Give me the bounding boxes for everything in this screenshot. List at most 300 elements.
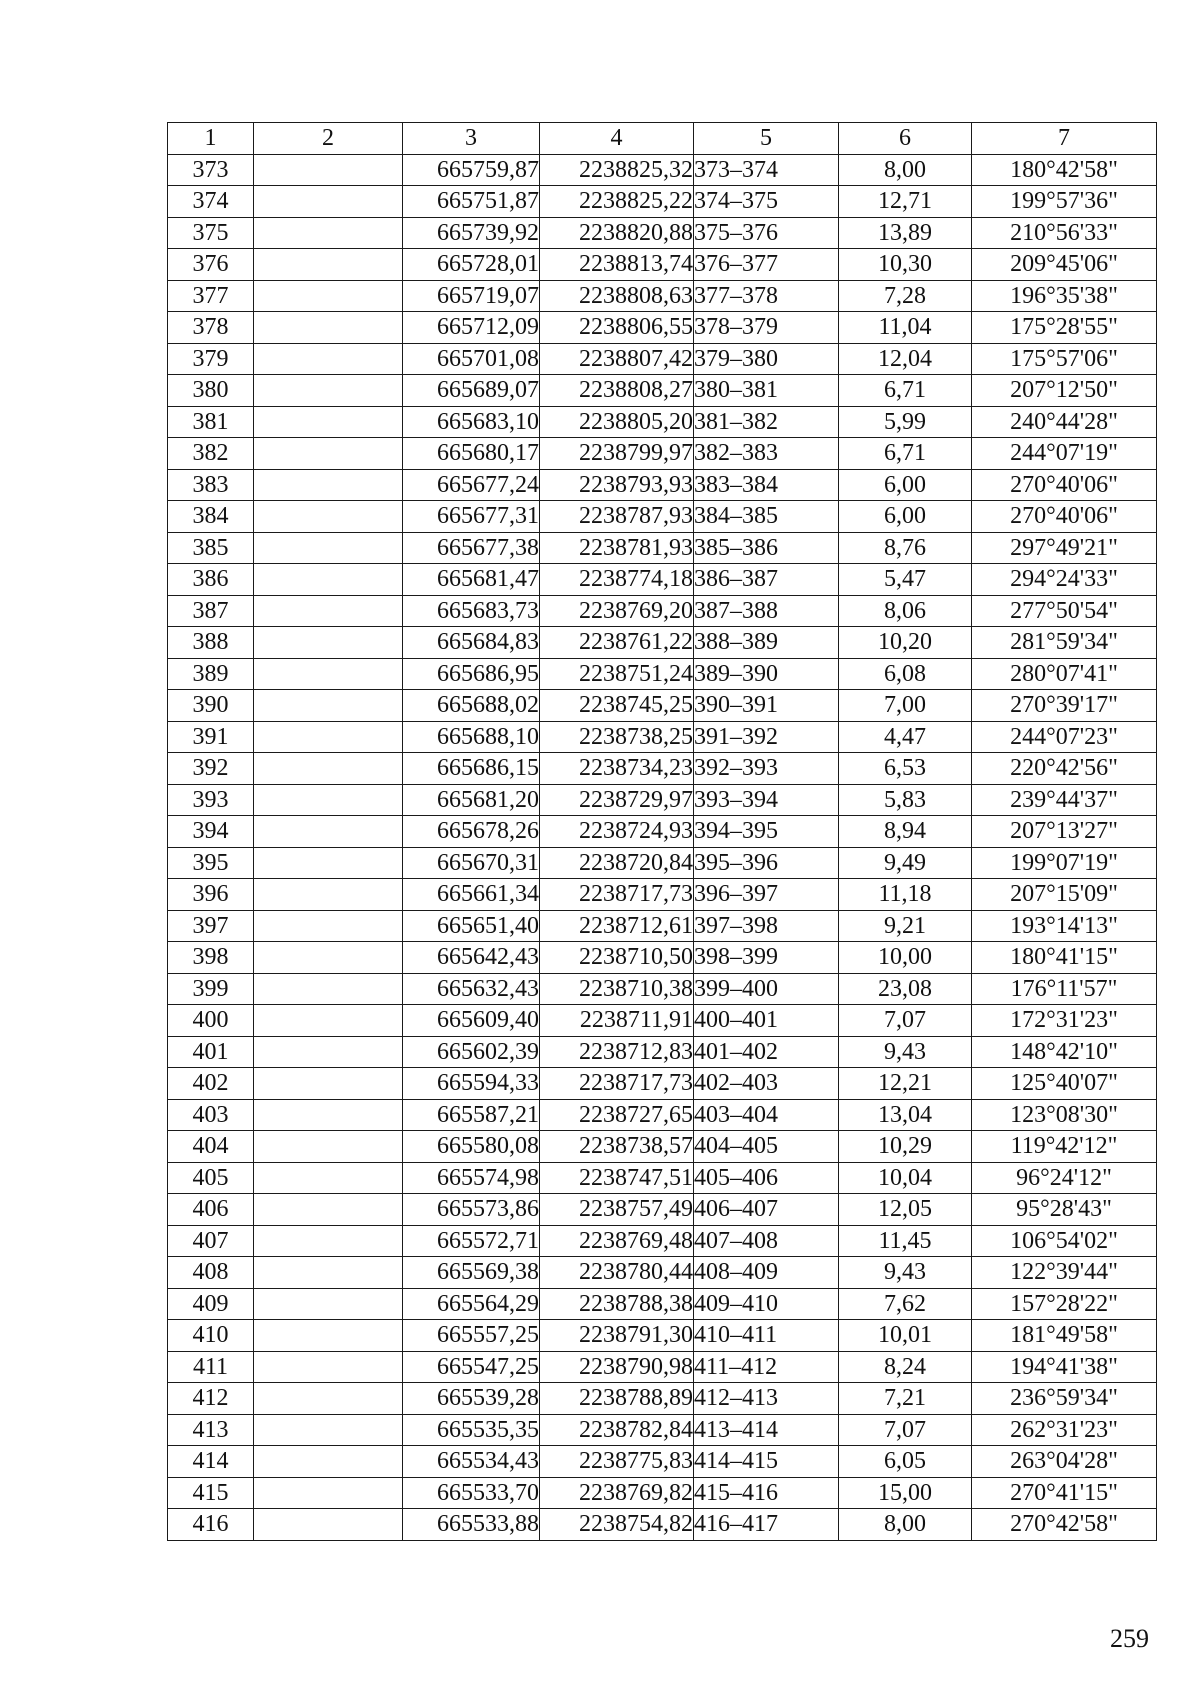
distance-cell: 10,01 — [839, 1320, 972, 1352]
column-2-cell — [254, 973, 403, 1005]
y-coordinate-cell: 2238774,18 — [540, 564, 694, 596]
point-number-cell: 381 — [168, 406, 254, 438]
y-coordinate-cell: 2238808,27 — [540, 375, 694, 407]
table-row — [168, 1225, 1157, 1257]
column-2-cell — [254, 312, 403, 344]
point-number-cell: 399 — [168, 973, 254, 1005]
point-number-cell: 405 — [168, 1162, 254, 1194]
distance-cell: 12,05 — [839, 1194, 972, 1226]
table-row — [168, 816, 1157, 848]
point-number-cell: 387 — [168, 595, 254, 627]
distance-cell: 4,47 — [839, 721, 972, 753]
table-row — [168, 154, 1157, 186]
x-coordinate-cell: 665686,95 — [403, 658, 540, 690]
bearing-cell: 280°07'41" — [972, 658, 1157, 690]
x-coordinate-cell: 665602,39 — [403, 1036, 540, 1068]
table-row — [168, 627, 1157, 659]
bearing-cell: 210°56'33" — [972, 217, 1157, 249]
point-number-cell: 410 — [168, 1320, 254, 1352]
y-coordinate-cell: 2238757,49 — [540, 1194, 694, 1226]
x-coordinate-cell: 665573,86 — [403, 1194, 540, 1226]
x-coordinate-cell: 665701,08 — [403, 343, 540, 375]
segment-cell: 380–381 — [694, 375, 839, 407]
column-2-cell — [254, 690, 403, 722]
point-number-cell: 412 — [168, 1383, 254, 1415]
point-number-cell: 384 — [168, 501, 254, 533]
column-2-cell — [254, 217, 403, 249]
x-coordinate-cell: 665681,20 — [403, 784, 540, 816]
bearing-cell: 270°42'58" — [972, 1509, 1157, 1541]
distance-cell: 10,04 — [839, 1162, 972, 1194]
table-row — [168, 186, 1157, 218]
bearing-cell: 236°59'34" — [972, 1383, 1157, 1415]
segment-cell: 375–376 — [694, 217, 839, 249]
y-coordinate-cell: 2238825,32 — [540, 154, 694, 186]
column-2-cell — [254, 1351, 403, 1383]
table-row — [168, 1509, 1157, 1541]
point-number-cell: 379 — [168, 343, 254, 375]
segment-cell: 385–386 — [694, 532, 839, 564]
distance-cell: 5,47 — [839, 564, 972, 596]
table-row — [168, 1477, 1157, 1509]
bearing-cell: 193°14'13" — [972, 910, 1157, 942]
point-number-cell: 398 — [168, 942, 254, 974]
x-coordinate-cell: 665574,98 — [403, 1162, 540, 1194]
distance-cell: 7,07 — [839, 1414, 972, 1446]
bearing-cell: 122°39'44" — [972, 1257, 1157, 1289]
segment-cell: 386–387 — [694, 564, 839, 596]
table-row — [168, 1162, 1157, 1194]
point-number-cell: 415 — [168, 1477, 254, 1509]
segment-cell: 398–399 — [694, 942, 839, 974]
table-row — [168, 1320, 1157, 1352]
x-coordinate-cell: 665661,34 — [403, 879, 540, 911]
point-number-cell: 385 — [168, 532, 254, 564]
point-number-cell: 396 — [168, 879, 254, 911]
point-number-cell: 389 — [168, 658, 254, 690]
distance-cell: 9,21 — [839, 910, 972, 942]
bearing-cell: 176°11'57" — [972, 973, 1157, 1005]
x-coordinate-cell: 665677,24 — [403, 469, 540, 501]
segment-cell: 389–390 — [694, 658, 839, 690]
table-row — [168, 690, 1157, 722]
x-coordinate-cell: 665569,38 — [403, 1257, 540, 1289]
column-2-cell — [254, 1005, 403, 1037]
bearing-cell: 270°41'15" — [972, 1477, 1157, 1509]
point-number-cell: 376 — [168, 249, 254, 281]
y-coordinate-cell: 2238781,93 — [540, 532, 694, 564]
x-coordinate-cell: 665572,71 — [403, 1225, 540, 1257]
point-number-cell: 373 — [168, 154, 254, 186]
bearing-cell: 207°12'50" — [972, 375, 1157, 407]
y-coordinate-cell: 2238788,89 — [540, 1383, 694, 1415]
y-coordinate-cell: 2238720,84 — [540, 847, 694, 879]
distance-cell: 12,71 — [839, 186, 972, 218]
distance-cell: 6,08 — [839, 658, 972, 690]
x-coordinate-cell: 665677,38 — [403, 532, 540, 564]
column-2-cell — [254, 784, 403, 816]
x-coordinate-cell: 665680,17 — [403, 438, 540, 470]
x-coordinate-cell: 665539,28 — [403, 1383, 540, 1415]
bearing-cell: 270°39'17" — [972, 690, 1157, 722]
table-row — [168, 564, 1157, 596]
distance-cell: 11,18 — [839, 879, 972, 911]
column-2-cell — [254, 753, 403, 785]
table-row — [168, 1383, 1157, 1415]
bearing-cell: 207°13'27" — [972, 816, 1157, 848]
column-2-cell — [254, 847, 403, 879]
segment-cell: 401–402 — [694, 1036, 839, 1068]
bearing-cell: 239°44'37" — [972, 784, 1157, 816]
y-coordinate-cell: 2238734,23 — [540, 753, 694, 785]
segment-cell: 384–385 — [694, 501, 839, 533]
page-number: 259 — [1110, 1624, 1149, 1653]
table-row — [168, 501, 1157, 533]
column-2-cell — [254, 1477, 403, 1509]
segment-cell: 407–408 — [694, 1225, 839, 1257]
y-coordinate-cell: 2238807,42 — [540, 343, 694, 375]
column-2-cell — [254, 375, 403, 407]
distance-cell: 15,00 — [839, 1477, 972, 1509]
x-coordinate-cell: 665739,92 — [403, 217, 540, 249]
point-number-cell: 416 — [168, 1509, 254, 1541]
bearing-cell: 175°57'06" — [972, 343, 1157, 375]
table-row — [168, 973, 1157, 1005]
point-number-cell: 380 — [168, 375, 254, 407]
x-coordinate-cell: 665670,31 — [403, 847, 540, 879]
point-number-cell: 402 — [168, 1068, 254, 1100]
bearing-cell: 199°57'36" — [972, 186, 1157, 218]
x-coordinate-cell: 665533,88 — [403, 1509, 540, 1541]
column-2-cell — [254, 1194, 403, 1226]
distance-cell: 8,00 — [839, 1509, 972, 1541]
distance-cell: 13,04 — [839, 1099, 972, 1131]
segment-cell: 410–411 — [694, 1320, 839, 1352]
x-coordinate-cell: 665683,10 — [403, 406, 540, 438]
bearing-cell: 148°42'10" — [972, 1036, 1157, 1068]
segment-cell: 381–382 — [694, 406, 839, 438]
column-2-cell — [254, 1446, 403, 1478]
point-number-cell: 393 — [168, 784, 254, 816]
y-coordinate-cell: 2238799,97 — [540, 438, 694, 470]
bearing-cell: 270°40'06" — [972, 501, 1157, 533]
distance-cell: 10,30 — [839, 249, 972, 281]
y-coordinate-cell: 2238710,38 — [540, 973, 694, 1005]
bearing-cell: 281°59'34" — [972, 627, 1157, 659]
point-number-cell: 414 — [168, 1446, 254, 1478]
segment-cell: 388–389 — [694, 627, 839, 659]
distance-cell: 6,05 — [839, 1446, 972, 1478]
column-2-cell — [254, 469, 403, 501]
column-2-cell — [254, 1509, 403, 1541]
segment-cell: 411–412 — [694, 1351, 839, 1383]
x-coordinate-cell: 665534,43 — [403, 1446, 540, 1478]
x-coordinate-cell: 665712,09 — [403, 312, 540, 344]
table-row — [168, 879, 1157, 911]
column-2-cell — [254, 186, 403, 218]
segment-cell: 399–400 — [694, 973, 839, 1005]
segment-cell: 382–383 — [694, 438, 839, 470]
point-number-cell: 413 — [168, 1414, 254, 1446]
table-row — [168, 1068, 1157, 1100]
table-row — [168, 1446, 1157, 1478]
column-2-cell — [254, 595, 403, 627]
table-row — [168, 721, 1157, 753]
distance-cell: 13,89 — [839, 217, 972, 249]
column-header-5: 5 — [694, 123, 839, 155]
point-number-cell: 382 — [168, 438, 254, 470]
segment-cell: 408–409 — [694, 1257, 839, 1289]
bearing-cell: 294°24'33" — [972, 564, 1157, 596]
y-coordinate-cell: 2238717,73 — [540, 1068, 694, 1100]
y-coordinate-cell: 2238782,84 — [540, 1414, 694, 1446]
y-coordinate-cell: 2238745,25 — [540, 690, 694, 722]
distance-cell: 5,99 — [839, 406, 972, 438]
table-row — [168, 438, 1157, 470]
bearing-cell: 96°24'12" — [972, 1162, 1157, 1194]
point-number-cell: 388 — [168, 627, 254, 659]
x-coordinate-cell: 665681,47 — [403, 564, 540, 596]
distance-cell: 11,45 — [839, 1225, 972, 1257]
x-coordinate-cell: 665759,87 — [403, 154, 540, 186]
bearing-cell: 95°28'43" — [972, 1194, 1157, 1226]
point-number-cell: 400 — [168, 1005, 254, 1037]
point-number-cell: 394 — [168, 816, 254, 848]
column-2-cell — [254, 816, 403, 848]
y-coordinate-cell: 2238787,93 — [540, 501, 694, 533]
table-row — [168, 217, 1157, 249]
segment-cell: 392–393 — [694, 753, 839, 785]
distance-cell: 9,43 — [839, 1257, 972, 1289]
distance-cell: 23,08 — [839, 973, 972, 1005]
point-number-cell: 395 — [168, 847, 254, 879]
table-row — [168, 1257, 1157, 1289]
point-number-cell: 375 — [168, 217, 254, 249]
segment-cell: 403–404 — [694, 1099, 839, 1131]
distance-cell: 7,00 — [839, 690, 972, 722]
y-coordinate-cell: 2238751,24 — [540, 658, 694, 690]
y-coordinate-cell: 2238820,88 — [540, 217, 694, 249]
x-coordinate-cell: 665719,07 — [403, 280, 540, 312]
x-coordinate-cell: 665683,73 — [403, 595, 540, 627]
table-row — [168, 1099, 1157, 1131]
y-coordinate-cell: 2238813,74 — [540, 249, 694, 281]
point-number-cell: 411 — [168, 1351, 254, 1383]
column-2-cell — [254, 280, 403, 312]
x-coordinate-cell: 665688,10 — [403, 721, 540, 753]
distance-cell: 7,07 — [839, 1005, 972, 1037]
point-number-cell: 406 — [168, 1194, 254, 1226]
segment-cell: 409–410 — [694, 1288, 839, 1320]
segment-cell: 391–392 — [694, 721, 839, 753]
distance-cell: 10,00 — [839, 942, 972, 974]
bearing-cell: 244°07'23" — [972, 721, 1157, 753]
distance-cell: 6,71 — [839, 375, 972, 407]
y-coordinate-cell: 2238806,55 — [540, 312, 694, 344]
segment-cell: 404–405 — [694, 1131, 839, 1163]
column-2-cell — [254, 1257, 403, 1289]
bearing-cell: 263°04'28" — [972, 1446, 1157, 1478]
column-2-cell — [254, 249, 403, 281]
bearing-cell: 196°35'38" — [972, 280, 1157, 312]
y-coordinate-cell: 2238738,25 — [540, 721, 694, 753]
column-2-cell — [254, 1036, 403, 1068]
point-number-cell: 391 — [168, 721, 254, 753]
column-2-cell — [254, 1383, 403, 1415]
table-row — [168, 343, 1157, 375]
segment-cell: 413–414 — [694, 1414, 839, 1446]
x-coordinate-cell: 665688,02 — [403, 690, 540, 722]
bearing-cell: 175°28'55" — [972, 312, 1157, 344]
bearing-cell: 157°28'22" — [972, 1288, 1157, 1320]
table-row — [168, 1036, 1157, 1068]
bearing-cell: 194°41'38" — [972, 1351, 1157, 1383]
bearing-cell: 277°50'54" — [972, 595, 1157, 627]
y-coordinate-cell: 2238724,93 — [540, 816, 694, 848]
y-coordinate-cell: 2238790,98 — [540, 1351, 694, 1383]
column-header-2: 2 — [254, 123, 403, 155]
segment-cell: 393–394 — [694, 784, 839, 816]
y-coordinate-cell: 2238805,20 — [540, 406, 694, 438]
bearing-cell: 220°42'56" — [972, 753, 1157, 785]
table-row — [168, 532, 1157, 564]
point-number-cell: 378 — [168, 312, 254, 344]
point-number-cell: 386 — [168, 564, 254, 596]
distance-cell: 7,62 — [839, 1288, 972, 1320]
point-number-cell: 409 — [168, 1288, 254, 1320]
y-coordinate-cell: 2238808,63 — [540, 280, 694, 312]
distance-cell: 11,04 — [839, 312, 972, 344]
segment-cell: 377–378 — [694, 280, 839, 312]
bearing-cell: 172°31'23" — [972, 1005, 1157, 1037]
distance-cell: 5,83 — [839, 784, 972, 816]
table-row — [168, 1131, 1157, 1163]
column-2-cell — [254, 501, 403, 533]
distance-cell: 6,00 — [839, 469, 972, 501]
bearing-cell: 181°49'58" — [972, 1320, 1157, 1352]
table-body — [168, 154, 1157, 1540]
point-number-cell: 403 — [168, 1099, 254, 1131]
point-number-cell: 407 — [168, 1225, 254, 1257]
distance-cell: 6,53 — [839, 753, 972, 785]
distance-cell: 8,24 — [839, 1351, 972, 1383]
table-row — [168, 1005, 1157, 1037]
column-header-1: 1 — [168, 123, 254, 155]
column-2-cell — [254, 1225, 403, 1257]
x-coordinate-cell: 665587,21 — [403, 1099, 540, 1131]
column-2-cell — [254, 879, 403, 911]
segment-cell: 394–395 — [694, 816, 839, 848]
column-2-cell — [254, 406, 403, 438]
segment-cell: 373–374 — [694, 154, 839, 186]
x-coordinate-cell: 665642,43 — [403, 942, 540, 974]
x-coordinate-cell: 665594,33 — [403, 1068, 540, 1100]
y-coordinate-cell: 2238712,61 — [540, 910, 694, 942]
segment-cell: 414–415 — [694, 1446, 839, 1478]
x-coordinate-cell: 665580,08 — [403, 1131, 540, 1163]
column-header-7: 7 — [972, 123, 1157, 155]
x-coordinate-cell: 665728,01 — [403, 249, 540, 281]
y-coordinate-cell: 2238754,82 — [540, 1509, 694, 1541]
segment-cell: 390–391 — [694, 690, 839, 722]
column-2-cell — [254, 1131, 403, 1163]
segment-cell: 383–384 — [694, 469, 839, 501]
segment-cell: 374–375 — [694, 186, 839, 218]
y-coordinate-cell: 2238791,30 — [540, 1320, 694, 1352]
segment-cell: 396–397 — [694, 879, 839, 911]
column-2-cell — [254, 658, 403, 690]
distance-cell: 8,76 — [839, 532, 972, 564]
point-number-cell: 392 — [168, 753, 254, 785]
segment-cell: 406–407 — [694, 1194, 839, 1226]
x-coordinate-cell: 665533,70 — [403, 1477, 540, 1509]
bearing-cell: 209°45'06" — [972, 249, 1157, 281]
y-coordinate-cell: 2238712,83 — [540, 1036, 694, 1068]
bearing-cell: 207°15'09" — [972, 879, 1157, 911]
y-coordinate-cell: 2238769,82 — [540, 1477, 694, 1509]
table-row — [168, 469, 1157, 501]
column-header-4: 4 — [540, 123, 694, 155]
point-number-cell: 383 — [168, 469, 254, 501]
point-number-cell: 390 — [168, 690, 254, 722]
point-number-cell: 408 — [168, 1257, 254, 1289]
table-row — [168, 375, 1157, 407]
bearing-cell: 123°08'30" — [972, 1099, 1157, 1131]
segment-cell: 402–403 — [694, 1068, 839, 1100]
segment-cell: 400–401 — [694, 1005, 839, 1037]
table-row — [168, 753, 1157, 785]
distance-cell: 12,21 — [839, 1068, 972, 1100]
column-2-cell — [254, 1068, 403, 1100]
x-coordinate-cell: 665689,07 — [403, 375, 540, 407]
y-coordinate-cell: 2238780,44 — [540, 1257, 694, 1289]
y-coordinate-cell: 2238769,48 — [540, 1225, 694, 1257]
bearing-cell: 270°40'06" — [972, 469, 1157, 501]
table-row — [168, 658, 1157, 690]
y-coordinate-cell: 2238710,50 — [540, 942, 694, 974]
bearing-cell: 180°42'58" — [972, 154, 1157, 186]
bearing-cell: 106°54'02" — [972, 1225, 1157, 1257]
point-number-cell: 374 — [168, 186, 254, 218]
table-row — [168, 910, 1157, 942]
point-number-cell: 397 — [168, 910, 254, 942]
y-coordinate-cell: 2238711,91 — [540, 1005, 694, 1037]
point-number-cell: 377 — [168, 280, 254, 312]
coordinates-table — [167, 122, 1157, 1541]
bearing-cell: 125°40'07" — [972, 1068, 1157, 1100]
table-row — [168, 1288, 1157, 1320]
x-coordinate-cell: 665547,25 — [403, 1351, 540, 1383]
column-2-cell — [254, 438, 403, 470]
table-row — [168, 312, 1157, 344]
table-row — [168, 1194, 1157, 1226]
distance-cell: 7,28 — [839, 280, 972, 312]
x-coordinate-cell: 665557,25 — [403, 1320, 540, 1352]
column-2-cell — [254, 532, 403, 564]
y-coordinate-cell: 2238775,83 — [540, 1446, 694, 1478]
x-coordinate-cell: 665678,26 — [403, 816, 540, 848]
table-row — [168, 1414, 1157, 1446]
segment-cell: 397–398 — [694, 910, 839, 942]
distance-cell: 9,43 — [839, 1036, 972, 1068]
segment-cell: 415–416 — [694, 1477, 839, 1509]
table-row — [168, 249, 1157, 281]
y-coordinate-cell: 2238738,57 — [540, 1131, 694, 1163]
column-2-cell — [254, 564, 403, 596]
x-coordinate-cell: 665677,31 — [403, 501, 540, 533]
column-header-6: 6 — [839, 123, 972, 155]
bearing-cell: 119°42'12" — [972, 1131, 1157, 1163]
